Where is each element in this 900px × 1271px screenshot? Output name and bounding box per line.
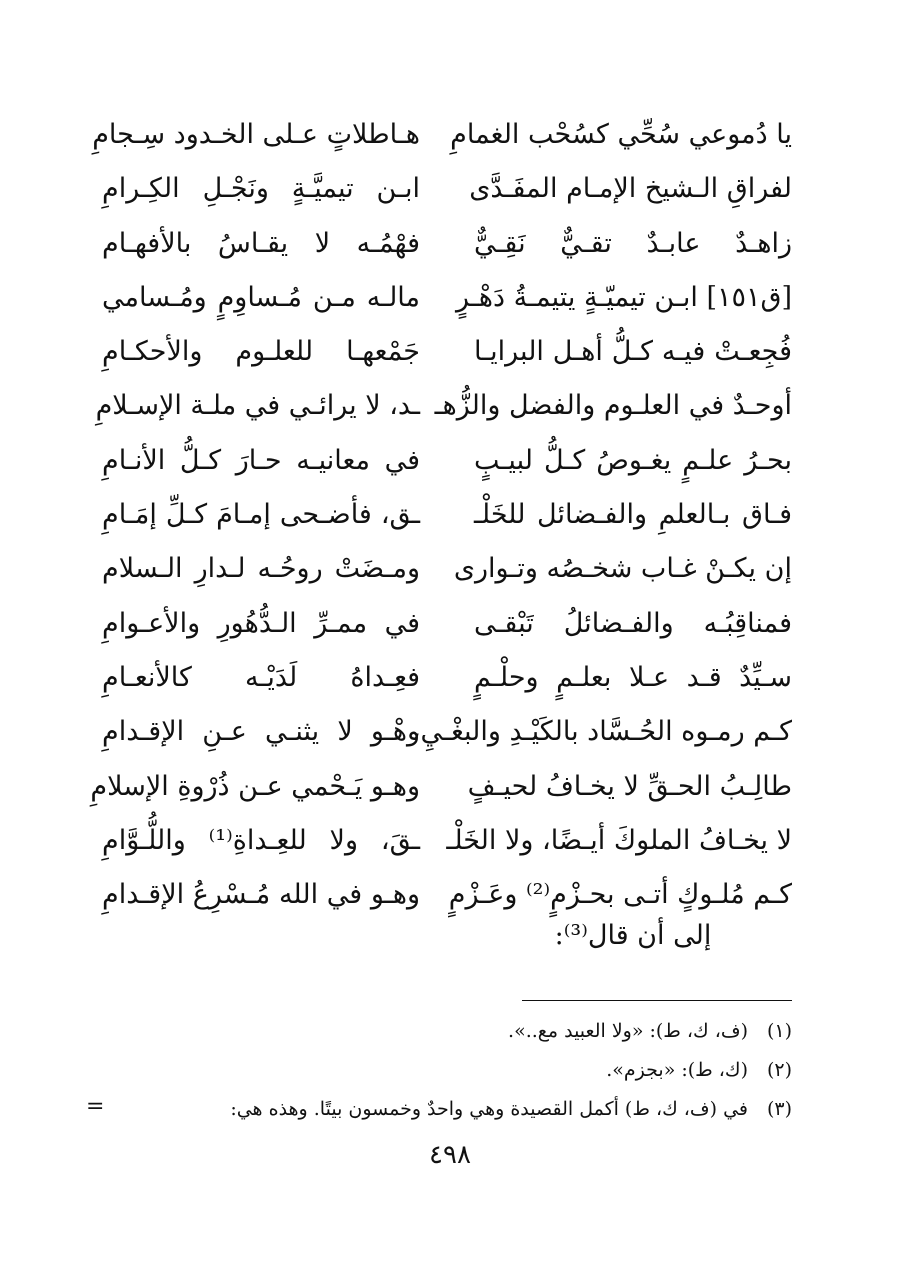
first-hemistich: زاهـدٌ عابـدٌ تقـيٌّ نَقِـيٌّ [474,227,792,259]
first-hemistich: إن يكـنْ غـاب شخـصُه وتـوارى [453,553,792,585]
first-hemistich: فـاق بـالعلمِ والفـضائل للخَلْـ [474,499,792,531]
first-hemistich: [ق١٥١] ابـن تيميّـةٍ يتيمـةُ دَهْـرٍ [455,281,792,313]
second-hemistich: ـق، فأضـحى إمـامَ كـلِّ إمَـامِ [102,499,420,531]
footnotes [92,1012,792,1129]
first-hemistich: لا يخـافُ الملوكَ أيـضًا، ولا الخَلْـ [446,824,792,856]
verse-row [90,760,792,814]
second-hemistich: ابـن تيميَّـةٍ ونَجْـلِ الكِـرامِ [102,173,420,205]
verse-row [102,814,792,868]
second-hemistich: في معانيـه حـارَ كـلُّ الأنـامِ [102,444,420,476]
verse-row [102,434,792,488]
footnote [92,1012,792,1051]
footnote-number: (٢) [766,1059,792,1082]
verse-row [102,162,792,216]
second-hemistich: جَمْعهـا للعلـوم والأحكـامِ [102,336,420,368]
footnote-divider [522,1000,792,1001]
verse-row [102,705,792,759]
first-hemistich: كـم مُلـوكٍ أتـى بحـزْمٍ⁽²⁾ وعَـزْمٍ [448,879,792,911]
second-hemistich: فعِـداهُ لَدَيْـه كالأنعـامِ [102,661,420,693]
second-hemistich: ومـضَتْ روحُـه لـدارِ الـسلام [102,553,420,585]
verse-row [92,108,792,162]
first-hemistich: لفراقِ الـشيخ الإمـام المفَـدَّى [469,173,792,205]
second-hemistich: فهْمُـه لا يقـاسُ بالأفهـام [102,227,420,259]
verse-row [102,868,792,922]
footnote-number: (١) [766,1020,792,1043]
first-hemistich: بحـرُ علـمٍ يغـوصُ كـلُّ لبيـبٍ [474,444,792,476]
first-hemistich: أوحـدٌ في العلـوم والفضل والزُّهـ [434,390,792,422]
verse-row [102,325,792,379]
first-hemistich: كـم رمـوه الحُـسَّاد بالكَيْـدِ والبغْـيِ، [411,716,792,748]
verse-row [102,488,792,542]
first-hemistich: فمناقِبُـه والفـضائلُ تَبْقـى [474,607,792,639]
second-hemistich: ـقَ، ولا للعِـداةِ⁽¹⁾ واللُّـوَّامِ [102,824,421,856]
poem [90,108,792,922]
verse-row [102,542,792,596]
first-hemistich: فُجِعـتْ فيـه كـلُّ أهـل البرايـا [474,336,792,368]
first-hemistich: سـيِّدٌ قـد عـلا بعلـمٍ وحلْـمٍ [474,661,792,693]
first-hemistich: يا دُموعي سُحِّي كسُحْب الغمامِ [450,118,792,150]
second-hemistich: وهْـو لا يثنـي عـنِ الإقـدامِ [102,716,420,748]
verse-row [102,651,792,705]
footnote-text: (ف، ك، ط): «ولا العبيد مع..». [508,1020,748,1043]
page-number: ٤٩٨ [429,1140,471,1170]
footnote-text: في (ف، ك، ط) أكمل القصيدة وهي واحدٌ وخمسون بيتًا. وهذه هي: [230,1098,748,1121]
second-hemistich: هـاطلاتٍ عـلى الخـدود سِـجامِ [92,118,420,150]
second-hemistich: وهـو يَـحْمي عـن ذُرْوةِ الإسلامِ [90,770,420,802]
first-hemistich: طالِـبُ الحـقِّ لا يخـافُ لحيـفٍ [467,770,792,802]
footnote [92,1090,792,1129]
footnote-number: (٣) [766,1098,792,1121]
verse-row [102,271,792,325]
second-hemistich: وهـو في الله مُـسْرِعُ الإقـدامِ [102,879,420,911]
footnote-text: (ك، ط): «بجزم». [606,1059,748,1082]
verse-row [95,379,792,433]
verse-row [102,217,792,271]
verse-intro: إلى أن قال⁽³⁾: [554,920,712,951]
second-hemistich: مالـه مـن مُـساوِمٍ ومُـسامي [102,281,420,313]
second-hemistich: ـد، لا يرائـي في ملـة الإسـلامِ [95,390,420,422]
continuation-mark: = [86,1094,105,1119]
second-hemistich: في ممـرِّ الـدُّهُورِ والأعـوامِ [102,607,420,639]
footnote [92,1051,792,1090]
verse-row [102,597,792,651]
